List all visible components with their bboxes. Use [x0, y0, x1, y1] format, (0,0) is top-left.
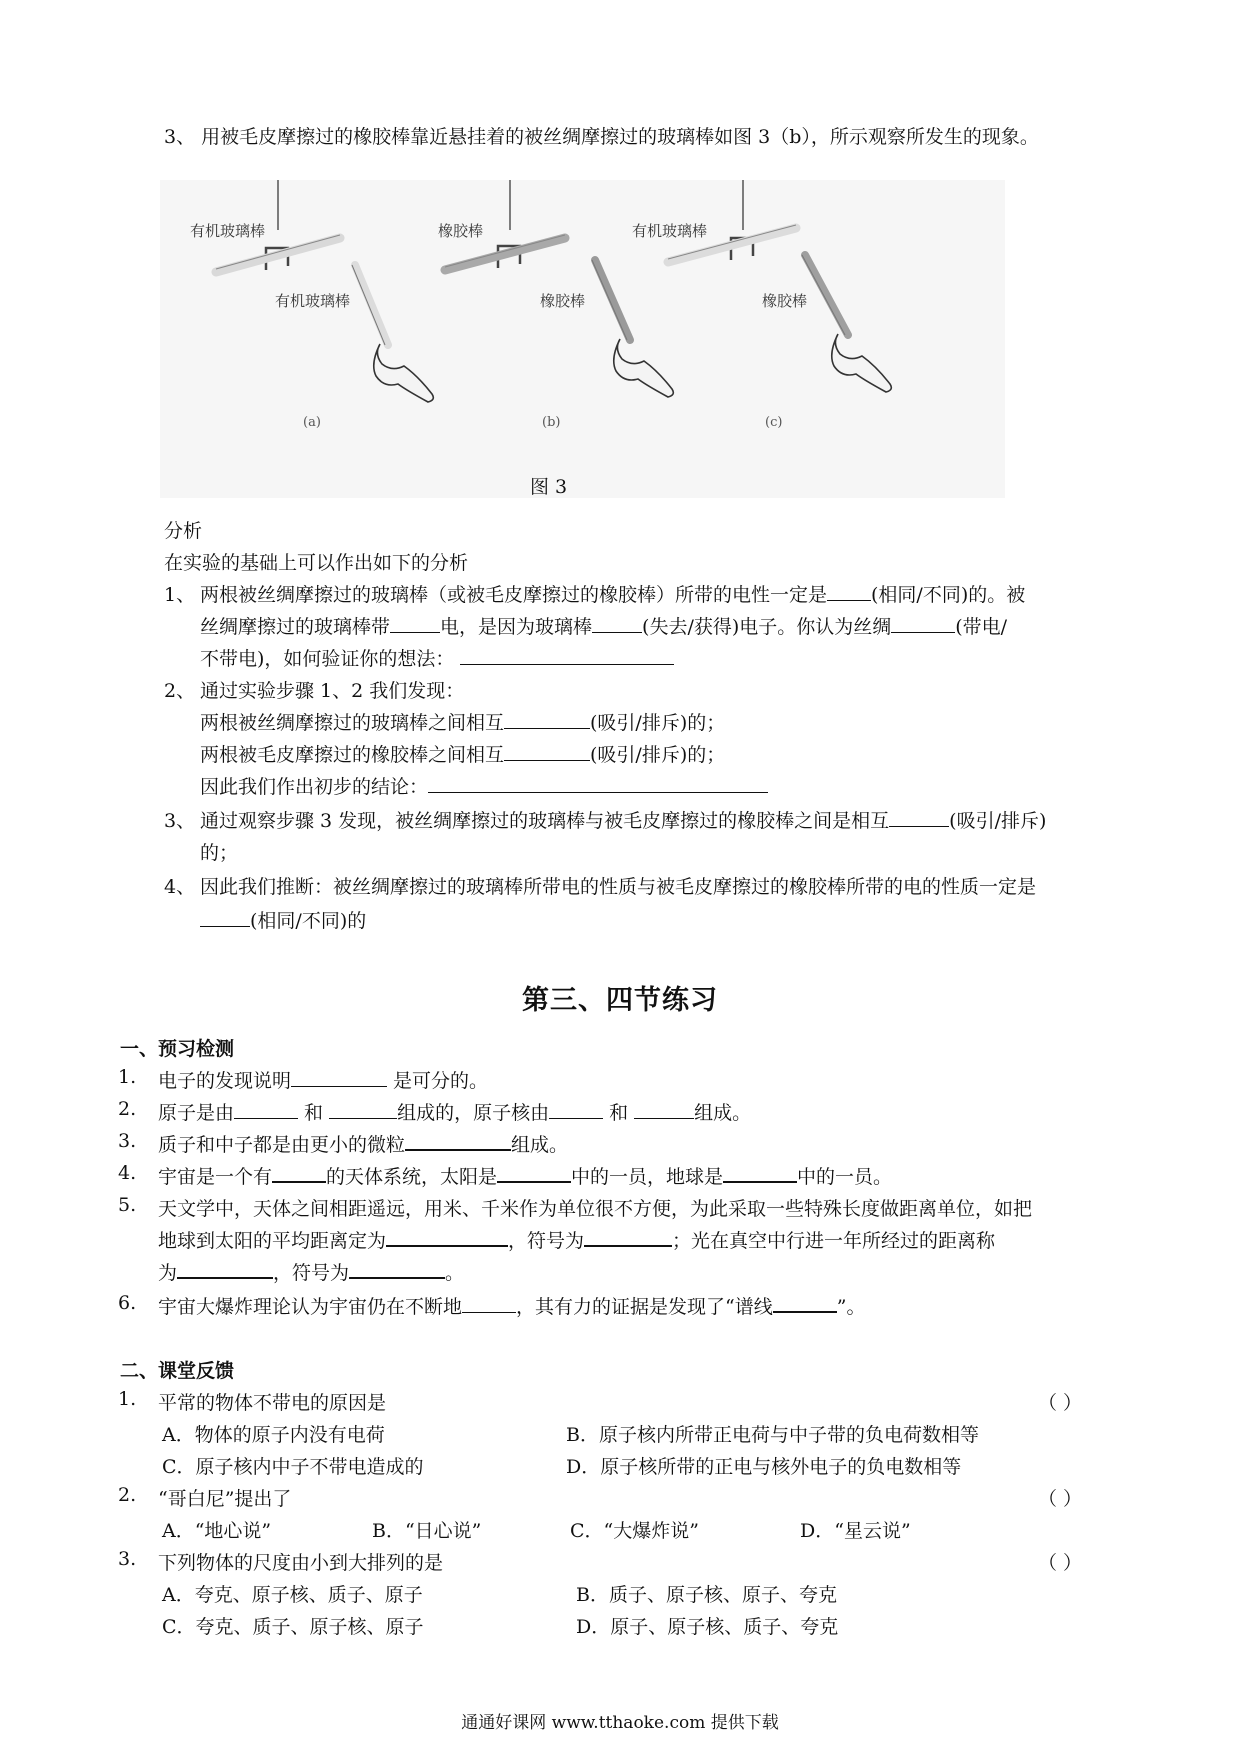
- panel-c-sub: (c): [765, 415, 783, 430]
- s2-q1-option-a[interactable]: A．物体的原子内没有电荷: [162, 1424, 385, 1446]
- held-rod-edge-b: [592, 260, 627, 340]
- analysis-item-4-line-2: [200, 906, 366, 933]
- panel-c-rod-label: 橡胶棒: [762, 292, 808, 310]
- text: 地球到太阳的平均距离定为: [158, 1230, 387, 1252]
- panel-b-sub: (b): [542, 415, 561, 430]
- s1-q5-line-1: 天文学中，天体之间相距遥远，用米、千米作为单位很不方便，为此采取一些特殊长度做距离单位，如把: [158, 1198, 1033, 1220]
- s1-q6: [158, 1292, 865, 1319]
- text: (失去/获得)电子。你认为丝绸: [642, 616, 892, 638]
- held-rod-b: [595, 260, 630, 340]
- answer-blank[interactable]: [827, 582, 871, 601]
- answer-blank[interactable]: [390, 614, 440, 633]
- s2-q1-option-d[interactable]: D．原子核所带的正电与核外电子的负电数相等: [566, 1456, 962, 1478]
- text: 质子和中子都是由更小的微粒: [158, 1134, 406, 1156]
- s1-q1-num: 1.: [118, 1066, 137, 1088]
- s2-q3-option-b[interactable]: B．质子、原子核、原子、夸克: [576, 1584, 837, 1606]
- text: 宇宙是一个有: [158, 1166, 273, 1188]
- s2-q1-stem: 平常的物体不带电的原因是: [158, 1392, 387, 1414]
- text: 和: [603, 1102, 629, 1124]
- answer-blank[interactable]: [891, 614, 955, 633]
- hand-b: [614, 339, 674, 397]
- analysis-item-3-line-2: 的；: [200, 842, 239, 864]
- text: 通过观察步骤 3 发现，被丝绸摩擦过的玻璃棒与被毛皮摩擦过的橡胶棒之间是相互: [200, 810, 890, 832]
- answer-blank[interactable]: [889, 808, 949, 827]
- answer-blank[interactable]: [349, 1259, 445, 1279]
- text: 组成。: [694, 1102, 752, 1124]
- held-rod-edge-c: [802, 255, 845, 335]
- answer-blank[interactable]: [386, 1227, 508, 1247]
- held-rod-a: [355, 265, 388, 345]
- s2-q3-option-c[interactable]: C．夸克、质子、原子核、原子: [162, 1616, 424, 1638]
- answer-blank[interactable]: [329, 1100, 397, 1119]
- text: ”。: [836, 1296, 866, 1318]
- text: 电子的发现说明: [158, 1070, 292, 1092]
- text: 原子是由: [158, 1102, 235, 1124]
- s2-q1-num: 1.: [118, 1388, 137, 1410]
- text: 的天体系统，太阳是: [326, 1166, 498, 1188]
- text: 中的一员。: [797, 1166, 893, 1188]
- answer-blank[interactable]: [584, 1227, 672, 1247]
- figure-3-drawing: [160, 180, 1005, 498]
- text: 因此我们作出初步的结论：: [200, 776, 429, 798]
- analysis-item-4-num: 4、: [164, 876, 196, 898]
- s2-q3-answer-paren[interactable]: （ ）: [1038, 1552, 1083, 1574]
- s2-q3-num: 3.: [118, 1548, 137, 1570]
- answer-blank[interactable]: [504, 742, 590, 761]
- text: 两根被毛皮摩擦过的橡胶棒之间相互: [200, 744, 505, 766]
- s1-q6-num: 6.: [118, 1292, 137, 1314]
- s2-q2-option-d[interactable]: D．“星云说”: [800, 1520, 911, 1542]
- hand-a: [374, 344, 434, 402]
- analysis-lead: 在实验的基础上可以作出如下的分析: [164, 552, 469, 574]
- text: (吸引/排斥)的；: [590, 744, 726, 766]
- answer-blank[interactable]: [504, 710, 590, 729]
- analysis-item-3-line-1: [200, 806, 1046, 833]
- figure-caption: 图 3: [530, 476, 568, 498]
- s2-q1-answer-paren[interactable]: （ ）: [1038, 1392, 1083, 1414]
- text: 不带电)，如何验证你的想法：: [200, 648, 455, 670]
- s1-q2-num: 2.: [118, 1098, 137, 1120]
- s2-q1-option-b[interactable]: B．原子核内所带正电荷与中子带的负电荷数相等: [566, 1424, 979, 1446]
- analysis-item-2-line-3: [200, 740, 725, 767]
- answer-blank[interactable]: [460, 646, 674, 665]
- s1-q4: [158, 1162, 892, 1189]
- s1-q5-num: 5.: [118, 1194, 137, 1216]
- analysis-item-1-line-2: [200, 612, 1007, 639]
- text: (吸引/排斥)的；: [590, 712, 726, 734]
- s1-q2: [158, 1098, 751, 1125]
- s2-q2-option-a[interactable]: A．“地心说”: [162, 1520, 272, 1542]
- text: 组成的，原子核由: [397, 1102, 550, 1124]
- text: 两根被丝绸摩擦过的玻璃棒之间相互: [200, 712, 505, 734]
- text: (带电/: [955, 616, 1008, 638]
- panel-a-top-label: 有机玻璃棒: [190, 222, 266, 240]
- analysis-item-4-line-1: 因此我们推断：被丝绸摩擦过的玻璃棒所带电的性质与被毛皮摩擦过的橡胶棒所带的电的性质一定是: [200, 876, 1037, 898]
- text: (相同/不同)的: [250, 910, 367, 932]
- s2-q2-answer-paren[interactable]: （ ）: [1038, 1488, 1083, 1510]
- answer-blank[interactable]: [405, 1131, 511, 1151]
- s2-q1-option-c[interactable]: C．原子核内中子不带电造成的: [162, 1456, 424, 1478]
- text: ，符号为: [273, 1262, 350, 1284]
- intro-step-3: 3、 用被毛皮摩擦过的橡胶棒靠近悬挂着的被丝绸摩擦过的玻璃棒如图 3（b），所示观察所发生的现象。: [164, 126, 1039, 148]
- answer-blank[interactable]: [462, 1294, 516, 1313]
- s1-q5-line-2: [158, 1226, 995, 1253]
- held-rod-edge-a: [352, 265, 385, 345]
- text: ，符号为: [508, 1230, 585, 1252]
- exercise-title: 第三、四节练习: [522, 985, 718, 1016]
- panel-c-top-label: 有机玻璃棒: [632, 222, 708, 240]
- panel-b-top-label: 橡胶棒: [438, 222, 484, 240]
- answer-blank[interactable]: [592, 614, 642, 633]
- text: (吸引/排斥): [949, 810, 1047, 832]
- answer-blank[interactable]: [497, 1163, 571, 1183]
- footer-source: 通通好课网 www.tthaoke.com 提供下载: [461, 1713, 779, 1733]
- text: (相同/不同)的。被: [871, 584, 1026, 606]
- panel-a-sub: (a): [303, 415, 321, 430]
- answer-blank[interactable]: [200, 908, 250, 927]
- s1-q3: [158, 1130, 568, 1157]
- text: ；光在真空中行进一年所经过的距离称: [672, 1230, 996, 1252]
- text: 是可分的。: [387, 1070, 489, 1092]
- s2-q2-stem: “哥白尼”提出了: [158, 1488, 292, 1510]
- answer-blank[interactable]: [723, 1163, 797, 1183]
- analysis-item-2-line-4: [200, 772, 768, 799]
- analysis-item-2-num: 2、: [164, 680, 196, 702]
- s1-q5-line-3: [158, 1258, 464, 1285]
- answer-blank[interactable]: [634, 1100, 694, 1119]
- panel-a-rod-label: 有机玻璃棒: [275, 292, 351, 310]
- answer-blank[interactable]: [177, 1259, 273, 1279]
- held-rod-c: [805, 255, 848, 335]
- analysis-item-3-num: 3、: [164, 810, 196, 832]
- answer-blank[interactable]: [291, 1068, 387, 1087]
- text: 为: [158, 1262, 178, 1284]
- s2-q3-option-d[interactable]: D．原子、原子核、质子、夸克: [576, 1616, 839, 1638]
- text: 丝绸摩擦过的玻璃棒带: [200, 616, 391, 638]
- section-2-heading: 二、课堂反馈: [120, 1360, 235, 1382]
- analysis-item-2-line-2: [200, 708, 725, 735]
- panel-b-rod-label: 橡胶棒: [540, 292, 586, 310]
- answer-blank[interactable]: [234, 1100, 298, 1119]
- text: 中的一员，地球是: [571, 1166, 724, 1188]
- s1-q3-num: 3.: [118, 1130, 137, 1152]
- analysis-item-2-line-1: 通过实验步骤 1、2 我们发现：: [200, 680, 465, 702]
- s1-q1: [158, 1066, 488, 1093]
- analysis-heading: 分析: [164, 520, 203, 542]
- hung-rod-a: [216, 238, 340, 272]
- text: 电，是因为玻璃棒: [440, 616, 593, 638]
- section-1-heading: 一、预习检测: [120, 1038, 235, 1060]
- answer-blank[interactable]: [773, 1293, 837, 1313]
- s2-q2-num: 2.: [118, 1484, 137, 1506]
- answer-blank[interactable]: [428, 774, 768, 793]
- text: 两根被丝绸摩擦过的玻璃棒（或被毛皮摩擦过的橡胶棒）所带的电性一定是: [200, 584, 828, 606]
- s1-q4-num: 4.: [118, 1162, 137, 1184]
- text: ，其有力的证据是发现了“谱线: [516, 1296, 773, 1318]
- analysis-item-1-line-1: [200, 580, 1025, 607]
- hung-rod-b: [445, 238, 565, 270]
- analysis-item-1-num: 1、: [164, 584, 196, 606]
- hand-c: [832, 334, 892, 392]
- text: 。: [445, 1262, 465, 1284]
- analysis-item-1-line-3: [200, 644, 674, 671]
- text: 组成。: [511, 1134, 569, 1156]
- s2-q3-option-a[interactable]: A．夸克、原子核、质子、原子: [162, 1584, 423, 1606]
- text: 宇宙大爆炸理论认为宇宙仍在不断地: [158, 1296, 463, 1318]
- s2-q2-option-b[interactable]: B．“日心说”: [372, 1520, 482, 1542]
- s2-q3-stem: 下列物体的尺度由小到大排列的是: [158, 1552, 444, 1574]
- s2-q2-option-c[interactable]: C．“大爆炸说”: [570, 1520, 699, 1542]
- text: 和: [298, 1102, 324, 1124]
- figure-3: [160, 180, 1005, 498]
- answer-blank[interactable]: [549, 1100, 603, 1119]
- answer-blank[interactable]: [272, 1163, 326, 1183]
